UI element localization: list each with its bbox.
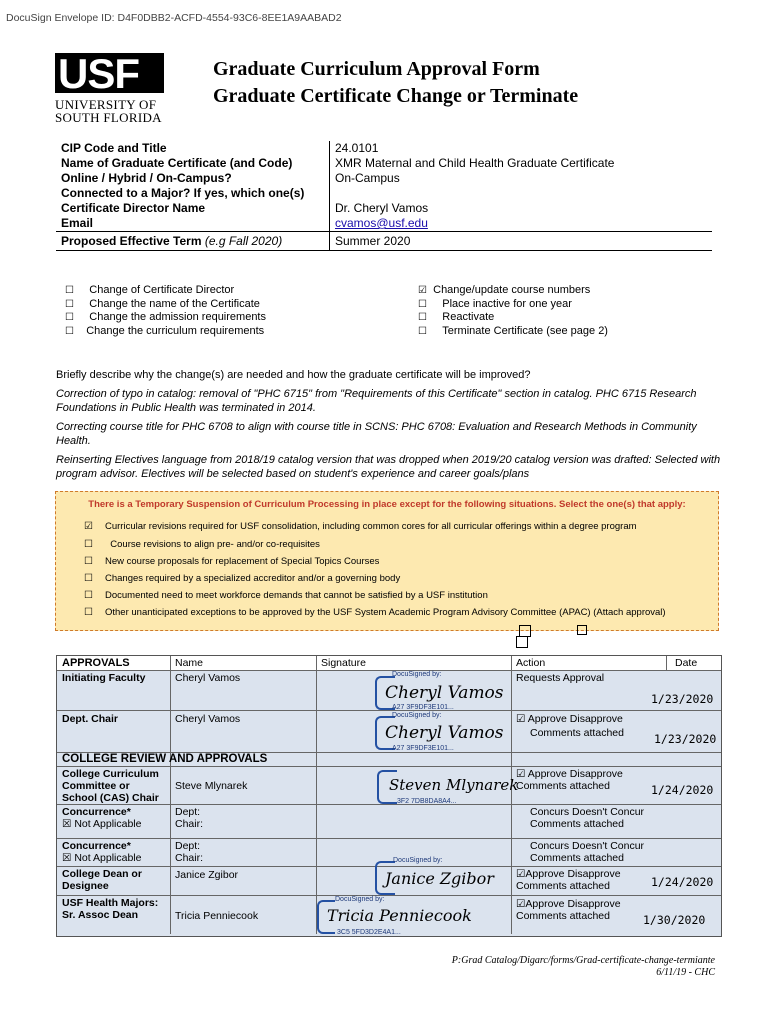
name-dept-chair: Cheryl Vamos (175, 713, 241, 725)
role-committee: College Curriculum Committee or School (CAS) Chair (62, 768, 159, 804)
header-role: APPROVALS (62, 657, 130, 669)
info-key: Name of Graduate Certificate (and Code) (56, 156, 330, 171)
info-value: On-Campus (335, 171, 400, 185)
suspension-item: ☑ Curricular revisions required for USF consolidation, including common cores for all curricular offerings within a degree program (84, 521, 637, 532)
date-health: 1/30/2020 (643, 913, 706, 927)
info-key: Email (56, 216, 330, 232)
info-key: Certificate Director Name (56, 201, 330, 216)
option-item: ☐ Change the name of the Certificate (65, 297, 260, 310)
suspension-item: ☐ Course revisions to align pre- and/or co-requisites (84, 539, 320, 550)
concurrence-chair: Chair: (175, 818, 204, 830)
header-name: Name (175, 657, 204, 669)
name-dean: Janice Zgibor (175, 869, 239, 881)
info-value: Dr. Cheryl Vamos (335, 201, 429, 215)
signature-code: 3F2 7DB8DA8A4... (397, 798, 457, 805)
suspension-box (55, 491, 719, 631)
signature-code: 3C5 5FD3D2E4A1... (337, 929, 401, 936)
grid-line (316, 656, 317, 934)
change-options-left (65, 284, 266, 338)
date-initiating: 1/23/2020 (651, 692, 714, 706)
info-value (330, 186, 713, 201)
info-row (56, 216, 712, 232)
title-line1: Graduate Curriculum Approval Form (213, 58, 540, 80)
role-health: USF Health Majors: Sr. Assoc Dean (62, 897, 159, 921)
usf-logo (55, 53, 167, 124)
effective-term-row (56, 232, 712, 251)
checkbox[interactable]: ☐ (418, 312, 427, 323)
name-committee: Steve Mlynarek (175, 780, 248, 792)
role-dean: College Dean or Designee (62, 868, 142, 892)
effective-term-hint: (e.g Fall 2020) (204, 234, 283, 248)
checkbox[interactable]: ☐ (65, 325, 74, 337)
grid-line (170, 656, 171, 934)
date-committee: 1/24/2020 (651, 783, 714, 797)
signature-health: Tricia Penniecook (327, 906, 472, 925)
info-key: CIP Code and Title (56, 141, 330, 156)
grid-line (511, 656, 512, 934)
info-row (56, 141, 712, 156)
info-row (56, 186, 712, 201)
header-signature: Signature (321, 657, 366, 669)
action-committee: ☑ Approve Disapprove (516, 768, 623, 780)
answer-paragraph: Correcting course title for PHC 6708 to align with course title in SCNS: PHC 6708: Evaluation and Research Methods in Community Health. (56, 421, 697, 447)
approvals-table (56, 655, 722, 937)
checkbox[interactable]: ☑ (418, 285, 427, 296)
grid-line (57, 766, 721, 767)
role-concurrence: Concurrence* (62, 840, 131, 852)
option-item: ☐ Change the admission requirements (65, 311, 266, 323)
concurrence-comments: Comments attached (530, 852, 624, 864)
signature-dept-chair: Cheryl Vamos (385, 723, 504, 743)
option-item: ☐ Change the curriculum requirements (65, 324, 265, 337)
checkbox[interactable]: ☐ (65, 298, 74, 310)
checkbox[interactable]: ☐ (418, 325, 427, 337)
info-value: 24.0101 (335, 141, 379, 155)
grid-line (57, 710, 721, 711)
checkbox[interactable]: ☐ (84, 590, 93, 601)
info-key: Online / Hybrid / On-Campus? (56, 171, 330, 186)
action-health: ☑Approve Disapprove (516, 898, 621, 910)
info-row (56, 156, 712, 171)
signature-code: A27 3F9DF3E101... (392, 745, 454, 752)
concurrence-action: Concurs Doesn't Concur (530, 806, 645, 818)
checkbox[interactable]: ☐ (65, 312, 74, 323)
option-item: ☐ Place inactive for one year (418, 297, 572, 310)
footer-path: P:Grad Catalog/Digarc/forms/Grad-certificate-change-termiante (451, 955, 715, 966)
footer (452, 955, 715, 979)
name-initiating: Cheryl Vamos (175, 672, 241, 684)
action-dean: ☑Approve Disapprove (516, 868, 621, 880)
grid-line (57, 838, 721, 839)
option-item: ☑ Change/update course numbers (418, 284, 591, 296)
comments-health: Comments attached (516, 910, 610, 922)
footer-version: 6/11/19 - CHC (656, 967, 715, 978)
logo-mark: USF (55, 53, 164, 93)
answer-paragraph: Reinserting Electives language from 2018/19 catalog version that was dropped when 2019/20 catalog version was drafted: Selected with program advisor. Electives will be selected based on student's experience and career goals/plans (56, 454, 721, 480)
grid-line (57, 670, 721, 671)
grid-line (666, 656, 667, 670)
checkbox[interactable]: ☐ (84, 607, 93, 618)
not-applicable-checkbox[interactable]: ☒ Not Applicable (62, 818, 142, 830)
concurrence-dept: Dept: (175, 840, 201, 852)
comments-dean: Comments attached (516, 880, 610, 892)
info-row (56, 171, 712, 186)
stray-checkbox (577, 625, 587, 635)
form-title (213, 56, 578, 110)
docusigned-label: DocuSigned by: (392, 712, 442, 719)
name-health: Tricia Penniecook (175, 910, 259, 922)
title-line2: Graduate Certificate Change or Terminate (213, 85, 579, 107)
question-text: Briefly describe why the change(s) are needed and how the graduate certificate will be improved? (56, 369, 531, 381)
concurrence-comments: Comments attached (530, 818, 624, 830)
suspension-item: ☐ Other unanticipated exceptions to be approved by the USF System Academic Program Advisory Committee (APAC) (Attach approval) (84, 607, 666, 618)
comments-committee: Comments attached (516, 780, 610, 792)
action-dept-chair: ☑ Approve Disapprove (516, 713, 623, 725)
docusigned-label: DocuSigned by: (392, 671, 442, 678)
signature-code: A27 3F9DF3E101... (392, 704, 454, 711)
signature-dean: Janice Zgibor (385, 869, 494, 888)
answer-paragraph: Correction of typo in catalog: removal of "PHC 6715" from "Requirements of this Certificate" section in catalog. PHC 6715 Research Foundations in Public Health was terminated in 2014. (56, 388, 697, 414)
grid-line (57, 804, 721, 805)
effective-term-key: Proposed Effective Term (e.g Fall 2020) (56, 232, 330, 251)
effective-term-value: Summer 2020 (330, 232, 713, 251)
logo-line1: UNIVERSITY OF (55, 97, 157, 112)
header-date: Date (675, 657, 698, 669)
checkbox[interactable]: ☑ (84, 521, 93, 532)
concurrence-dept: Dept: (175, 806, 201, 818)
signature-committee: Steven Mlynarek (389, 776, 519, 794)
info-key: Connected to a Major? If yes, which one(s) (56, 186, 330, 201)
option-item: ☐ Reactivate (418, 311, 495, 323)
date-dean: 1/24/2020 (651, 875, 714, 889)
suspension-heading: There is a Temporary Suspension of Curriculum Processing in place except for the following situations. Select the one(s) that apply: (88, 499, 686, 510)
change-options-right (418, 284, 608, 338)
checkbox[interactable]: ☐ (65, 285, 74, 296)
certificate-info-table (56, 141, 712, 251)
date-dept-chair: 1/23/2020 (654, 732, 717, 746)
info-value: XMR Maternal and Child Health Graduate Certificate (335, 156, 615, 170)
action-initiating: Requests Approval (516, 672, 605, 684)
role-concurrence: Concurrence* (62, 806, 131, 818)
concurrence-action: Concurs Doesn't Concur (530, 840, 645, 852)
checkbox[interactable]: ☐ (84, 556, 93, 567)
approvals-header-bg (57, 656, 721, 670)
envelope-id: DocuSign Envelope ID: D4F0DBB2-ACFD-4554-93C6-8EE1A9AABAD2 (6, 12, 342, 24)
docusigned-label: DocuSigned by: (393, 857, 443, 864)
checkbox[interactable]: ☐ (84, 539, 93, 550)
signature-initiating: Cheryl Vamos (385, 683, 504, 703)
docusigned-label: DocuSigned by: (335, 896, 385, 903)
header-action: Action (516, 657, 546, 669)
logo-line2: SOUTH FLORIDA (55, 110, 162, 125)
concurrence-chair: Chair: (175, 852, 204, 864)
comments-dept-chair: Comments attached (530, 727, 624, 739)
suspension-item: ☐ Changes required by a specialized accreditor and/or a governing body (84, 573, 401, 584)
email-link[interactable]: cvamos@usf.edu (335, 216, 428, 230)
checkbox[interactable]: ☐ (418, 298, 427, 310)
suspension-item: ☐ Documented need to meet workforce demands that cannot be satisfied by a USF institution (84, 590, 488, 601)
option-item: ☐ Change of Certificate Director (65, 284, 235, 296)
grid-line (57, 895, 721, 896)
option-item: ☐ Terminate Certificate (see page 2) (418, 324, 608, 337)
college-review-title: COLLEGE REVIEW AND APPROVALS (62, 753, 268, 765)
stray-checkbox (516, 636, 528, 648)
checkbox[interactable]: ☐ (84, 573, 93, 584)
suspension-item: ☐ New course proposals for replacement of Special Topics Courses (84, 556, 380, 567)
role-dept-chair: Dept. Chair (62, 713, 119, 725)
not-applicable-checkbox[interactable]: ☒ Not Applicable (62, 852, 142, 864)
info-row (56, 201, 712, 216)
role-initiating: Initiating Faculty (62, 672, 146, 684)
